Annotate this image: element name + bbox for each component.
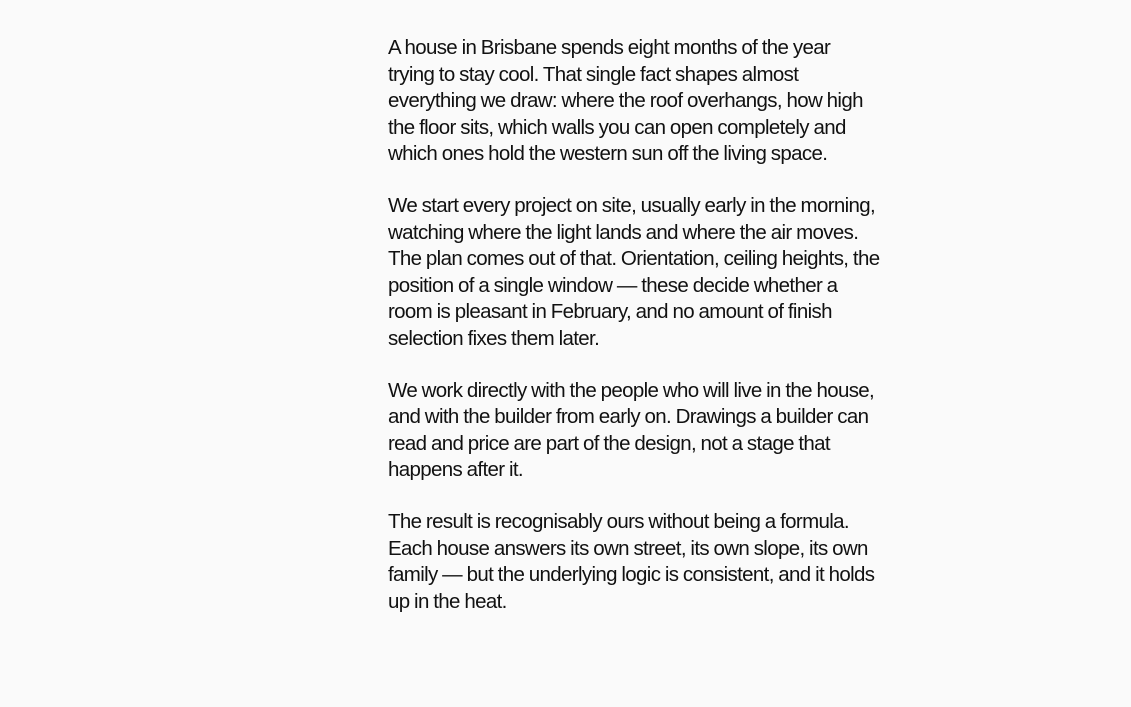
paragraph-site: We start every project on site, usually early in the morning, watching where the light lands and where the air moves. The plan comes out of that. Orientation, ceiling heights, the position of a single window — these decide whether a room is pleasant in February, and no amount of finish selection fixes them later. (388, 193, 880, 350)
paragraph-collaboration: We work directly with the people who will live in the house, and with the builder from early on. Drawings a builder can read and price are part of the design, not a stage that happens after it. (388, 378, 875, 482)
article-body (388, 35, 880, 640)
paragraph-climate: A house in Brisbane spends eight months of the year trying to stay cool. That single fact shapes almost everything we draw: where the roof overhangs, how high the floor sits, which walls you can open completely and which ones hold the western sun off the living space. (388, 36, 863, 166)
paragraph-result: The result is recognisably ours without being a formula. Each house answers its own street, its own slope, its own family — but the underlying logic is consistent, and it holds up in the heat. (388, 509, 875, 613)
